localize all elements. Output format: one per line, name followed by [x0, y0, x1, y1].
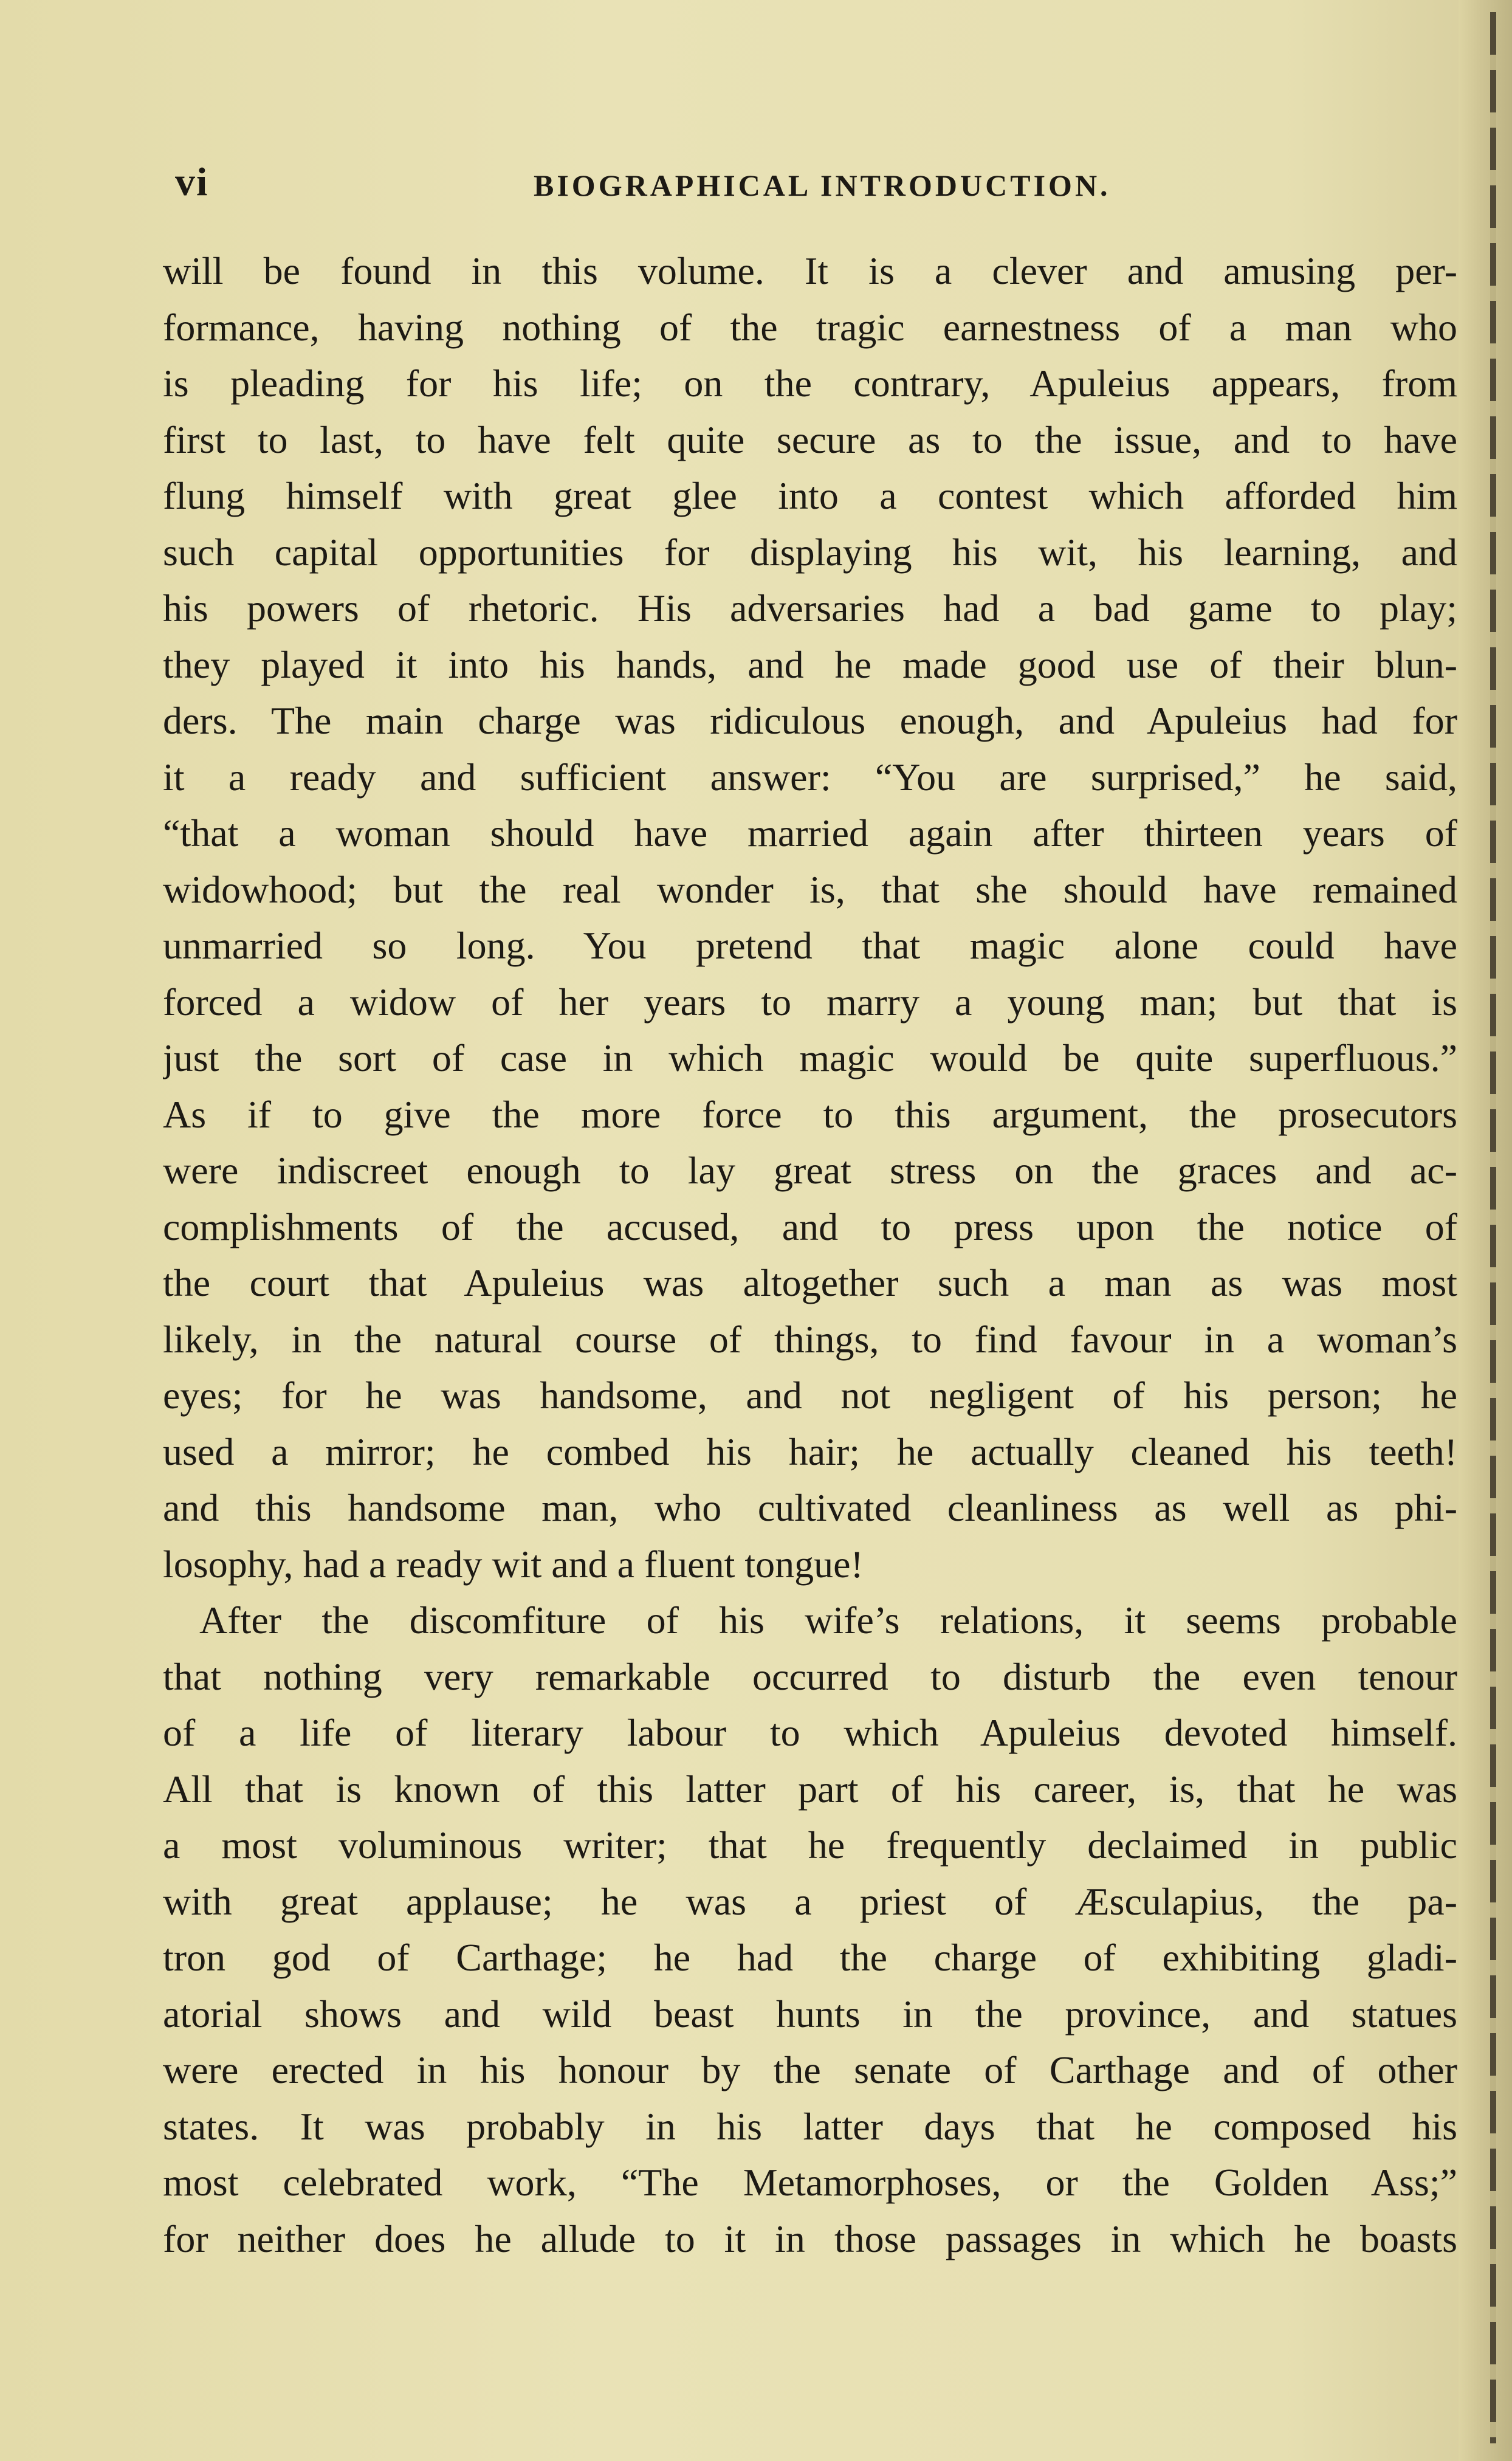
- text-line: it a ready and sufficient answer: “You are surprised,” he said,: [163, 755, 1457, 799]
- text-line: his powers of rhetoric. His adversaries had a bad game to play;: [163, 587, 1457, 630]
- text-line: complishments of the accused, and to press upon the notice of: [163, 1205, 1457, 1248]
- text-line: widowhood; but the real wonder is, that she should have remained: [163, 867, 1457, 911]
- text-line: tron god of Carthage; he had the charge of exhibiting gladi-: [163, 1936, 1457, 1979]
- page-number: vi: [175, 160, 209, 204]
- page-edge-shadow: [1459, 0, 1512, 2461]
- paragraph-end-line: losophy, had a ready wit and a fluent tongue!: [163, 1542, 864, 1586]
- running-head: BIOGRAPHICAL INTRODUCTION.: [534, 168, 1111, 202]
- text-line: forced a widow of her years to marry a young man; but that is: [163, 980, 1457, 1024]
- text-line: most celebrated work, “The Metamorphoses, or the Golden Ass;”: [163, 2161, 1457, 2204]
- text-line: were indiscreet enough to lay great stress on the graces and ac-: [163, 1149, 1457, 1192]
- text-line: formance, having nothing of the tragic earnestness of a man who: [163, 305, 1457, 349]
- text-line: just the sort of case in which magic would be quite superfluous.”: [163, 1036, 1457, 1079]
- text-line: with great applause; he was a priest of Æsculapius, the pa-: [163, 1879, 1457, 1923]
- text-line: first to last, to have felt quite secure as to the issue, and to have: [163, 418, 1457, 461]
- text-line: is pleading for his life; on the contrary, Apuleius appears, from: [163, 362, 1457, 405]
- text-line: of a life of literary labour to which Apuleius devoted himself.: [163, 1711, 1457, 1754]
- text-line: states. It was probably in his latter days that he composed his: [163, 2104, 1457, 2148]
- text-line: flung himself with great glee into a contest which afforded him: [163, 474, 1457, 517]
- text-line: eyes; for he was handsome, and not negligent of his person; he: [163, 1374, 1457, 1417]
- binding-edge: [1490, 12, 1496, 2443]
- paragraph-start-line: After the discomfiture of his wife’s relations, it seems probable: [199, 1599, 1457, 1642]
- text-line: atorial shows and wild beast hunts in the province, and statues: [163, 1992, 1457, 2036]
- text-line: were erected in his honour by the senate of Carthage and of other: [163, 2048, 1457, 2091]
- text-line: they played it into his hands, and he made good use of their blun-: [163, 642, 1457, 686]
- text-line: will be found in this volume. It is a clever and amusing per-: [163, 249, 1457, 292]
- text-line: unmarried so long. You pretend that magic alone could have: [163, 924, 1457, 967]
- text-line: used a mirror; he combed his hair; he actually cleaned his teeth!: [163, 1430, 1457, 1473]
- text-line: that nothing very remarkable occurred to disturb the even tenour: [163, 1654, 1457, 1698]
- text-line: for neither does he allude to it in those passages in which he boasts: [163, 2217, 1457, 2260]
- text-line: a most voluminous writer; that he frequently declaimed in public: [163, 1823, 1457, 1867]
- text-line: As if to give the more force to this argument, the prosecutors: [163, 1092, 1457, 1136]
- text-line: “that a woman should have married again after thirteen years of: [163, 811, 1457, 855]
- page-header: [175, 159, 1111, 208]
- body-text: [163, 243, 1457, 2267]
- text-line: likely, in the natural course of things, to find favour in a woman’s: [163, 1317, 1457, 1361]
- text-line: the court that Apuleius was altogether such a man as was most: [163, 1261, 1457, 1304]
- text-line: All that is known of this latter part of his career, is, that he was: [163, 1767, 1457, 1811]
- text-line: such capital opportunities for displaying his wit, his learning, and: [163, 530, 1457, 574]
- text-line: ders. The main charge was ridiculous enough, and Apuleius had for: [163, 699, 1457, 742]
- text-line: and this handsome man, who cultivated cleanliness as well as phi-: [163, 1486, 1457, 1529]
